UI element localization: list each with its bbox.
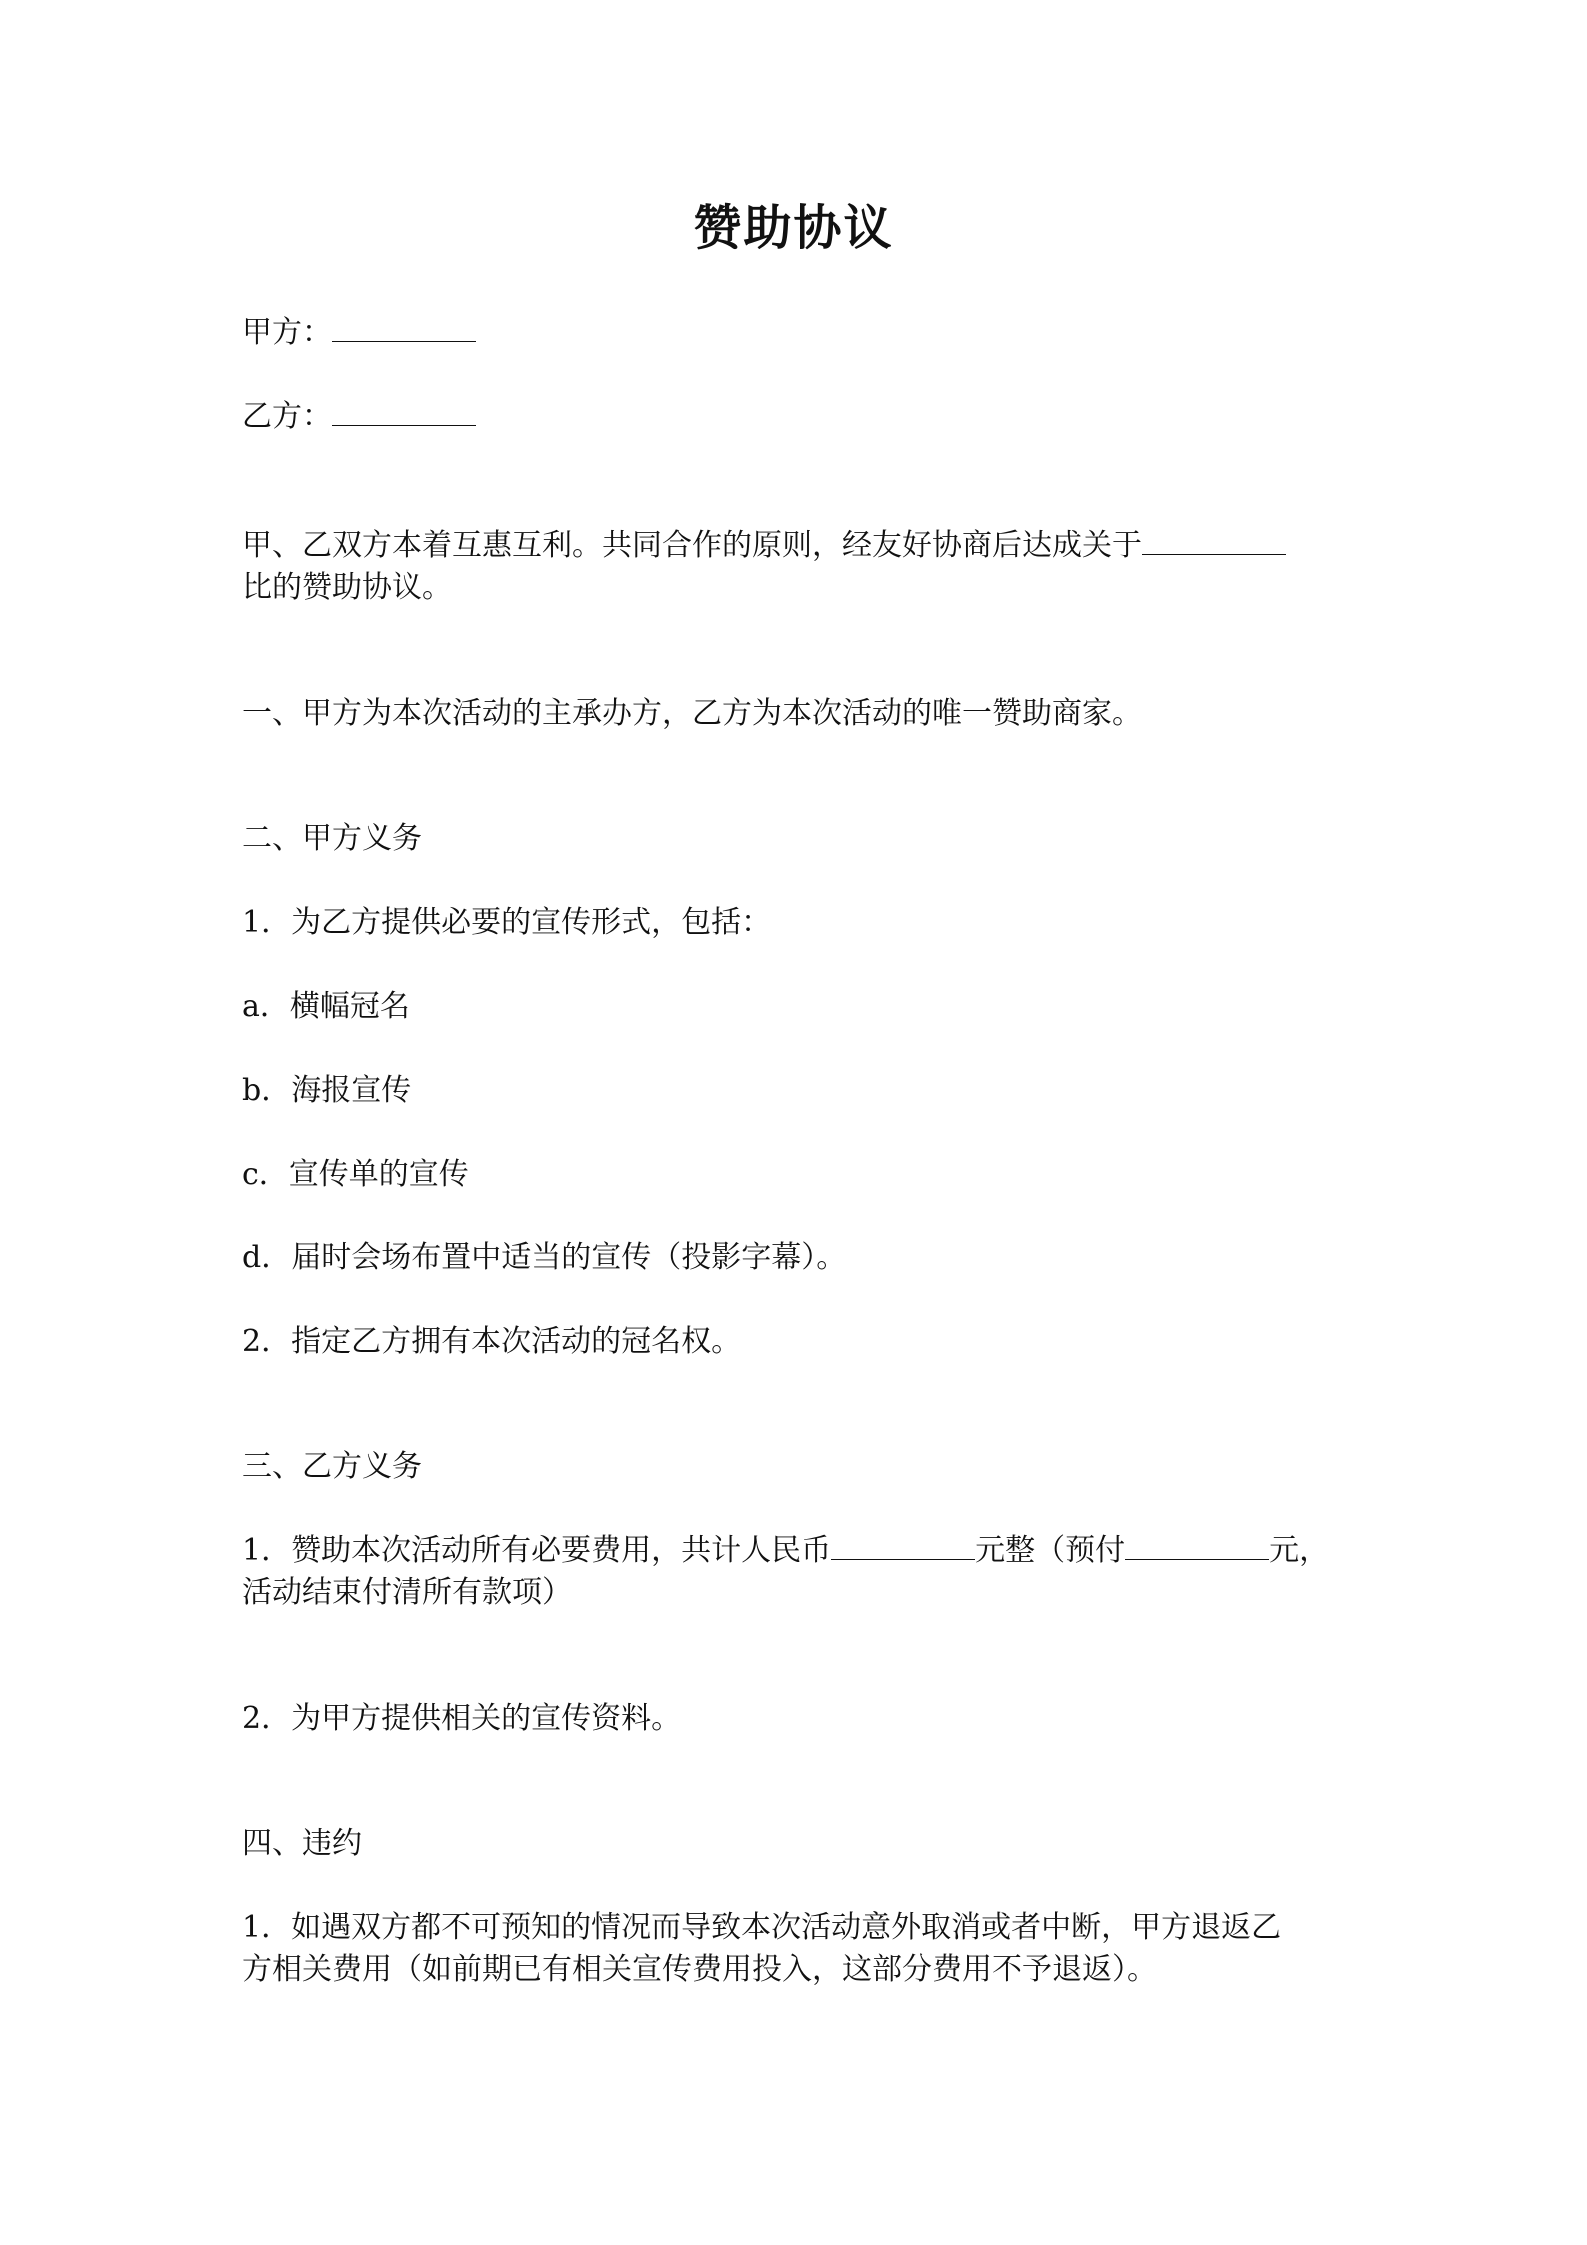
- section-4-heading: 四、违约: [242, 1826, 362, 1861]
- intro-blank: [1142, 526, 1286, 555]
- document-title: 赞助协议: [693, 200, 894, 256]
- s3-item-1-text-b: 元整（预付: [975, 1533, 1126, 1568]
- s2-item-c: c．宣传单的宣传: [242, 1157, 469, 1192]
- s4-item-1-line-1: 1．如遇双方都不可预知的情况而导致本次活动意外取消或者中断，甲方退返乙: [242, 1910, 1282, 1945]
- s3-item-2: 2．为甲方提供相关的宣传资料。: [242, 1701, 682, 1736]
- intro-line-1: [242, 525, 1286, 567]
- amount-prepay-blank: [1125, 1531, 1269, 1560]
- s3-item-1-line-2: 活动结束付清所有款项）: [242, 1575, 572, 1610]
- party-a-label: 甲方：: [242, 315, 332, 350]
- section-2-heading: 二、甲方义务: [242, 821, 422, 856]
- s2-item-a: a．横幅冠名: [242, 989, 410, 1024]
- party-b-label: 乙方：: [242, 399, 332, 434]
- s2-item-2: 2．指定乙方拥有本次活动的冠名权。: [242, 1324, 742, 1359]
- s2-item-b: b．海报宣传: [242, 1073, 412, 1108]
- s3-item-1-text-c: 元，: [1269, 1533, 1330, 1568]
- s2-item-d: d．届时会场布置中适当的宣传（投影字幕）。: [242, 1240, 847, 1275]
- s4-item-1-line-2: 方相关费用（如前期已有相关宣传费用投入，这部分费用不予退返）。: [242, 1952, 1157, 1987]
- section-3-heading: 三、乙方义务: [242, 1449, 422, 1484]
- intro-line-2: 比的赞助协议。: [242, 570, 452, 605]
- intro-text-1: 甲、乙双方本着互惠互利。共同合作的原则，经友好协商后达成关于: [242, 528, 1142, 563]
- party-a-line: [242, 312, 476, 354]
- clause-1: 一、甲方为本次活动的主承办方，乙方为本次活动的唯一赞助商家。: [242, 696, 1142, 731]
- party-b-line: [242, 396, 476, 438]
- amount-total-blank: [831, 1531, 975, 1560]
- s3-item-1-line-1: [242, 1530, 1329, 1572]
- s3-item-1-text-a: 1．赞助本次活动所有必要费用，共计人民币: [242, 1533, 832, 1568]
- s2-item-1: 1．为乙方提供必要的宣传形式，包括：: [242, 905, 772, 940]
- party-b-blank: [332, 397, 476, 426]
- party-a-blank: [332, 313, 476, 342]
